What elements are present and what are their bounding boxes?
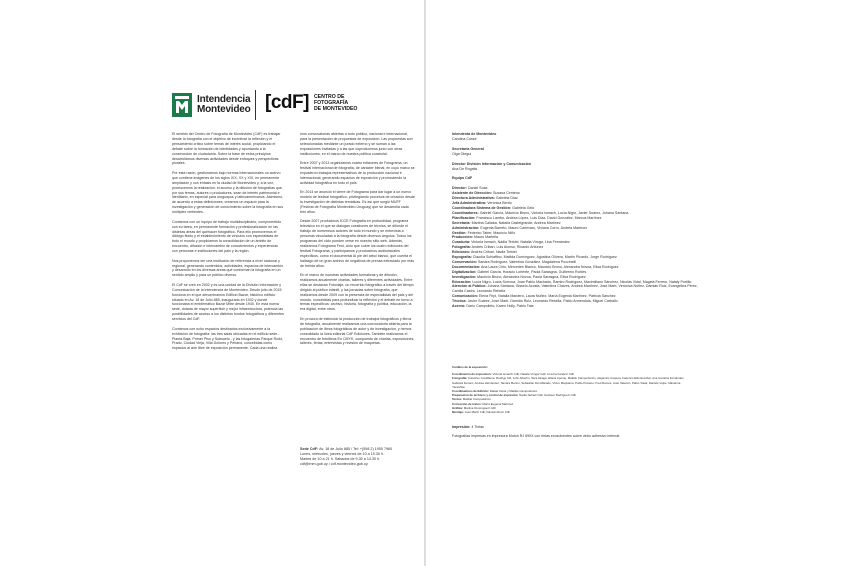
role-names: Francisco Landro, Andrea López, Luis Díaz, David González, Marcos Martínez (476, 215, 602, 220)
role-names: Javier Suárez, José Martí, Damián Ruiz, Leonardo Rebella, Pablo Armendola, Miguel Carballo (467, 299, 618, 304)
role-names: Victoria Ismach, Nadia Terkiel, Natalia Viroga, Lina Fernández (471, 240, 570, 245)
staff-name: Carolina Cosse (452, 136, 477, 141)
role-label: Director: (452, 186, 467, 191)
role-names: Colectivo Covidfame: Rodrigo Kid, John Albertin, Sara Alcaga, Eliana Aponte, Matilde Campodónico, Alejandro Crapera, Federico Ellis Escobar, Ana Carolina Fernández, Gabriela Ferraro, Andrea Hernández, Tamara Merino, Sebastián Del Alfarado, Víctor Marjuama, Pablo Piovano, Fred Ramos, Juan Valentín, Pablo Vilela, Daniele Volpe, Marianna Yaneshka (452, 376, 685, 389)
role-label: Digitalización: (452, 269, 477, 274)
role-label: Planificación: (452, 215, 476, 220)
contact-hours-2: Martes de 10 a 21 h. Sábados de 9.30 a 14.30 h. (300, 457, 381, 461)
role-names: Gabriel García, Horacio Loriente, Paola Sarasgna, Guillermo Robles (477, 269, 587, 274)
intendencia-m-icon (175, 96, 189, 114)
role-names: Sandra Rodríguez, Valentina González, Magdalena Puccinelli (477, 259, 576, 264)
intendencia-line2: Montevideo (197, 104, 251, 115)
role-label: Jefa Administrativa: (452, 201, 487, 206)
role-names: Nadia Terkiel/ CdF, Gustavo Rodríguez/ CdF (519, 393, 577, 398)
cdf-logo (265, 92, 370, 114)
role-names: Elena Firpi, Natalia Mardero, Laura Núñez, María Eugenia Martínez, Patricia Sánchez (478, 294, 616, 299)
role-label: Administración: (452, 225, 480, 230)
paragraph: Por esta razón, gestionamos bajo normas internacionales un acervo que contiene imágenes de los siglos XIX, XX y XXI, en permanente ampliación y con énfasis en la ciudad de Montevideo y, a la vez, promovemos la realización, el acceso y la difusión de fotografías que, por sus temas, autores o productores, sean de interés patrimonial e identitario, en especial para uruguayos y latinoamericanos. Asimismo, de acuerdo a estas definiciones, creamos un espacio para la investigación y generación de conocimiento sobre la fotografía en sus múltiples vertientes. (172, 170, 284, 215)
exhibition-credits (452, 365, 692, 414)
role-label: Acervo: (452, 304, 466, 309)
staff-group-secretaria (452, 147, 702, 157)
paragraph: Nos proponemos ser una institución de referencia a nivel nacional y regional, generando contenidos, actividades, espacios de intercambio y desarrollo en los diversas áreas que conforman la fotografía en un sentido amplio y para un público diverso. (172, 258, 284, 278)
credits-list (452, 372, 692, 414)
paragraph: En procura de estimular la producción de trabajos fotográficos y libros de fotografía, anualmente realizamos una convocatoria abierta para la publicación de libros fotográficos de autor y de investigación, y hemos consolidado la línea editorial CdF Ediciones. También realizamos el encuentro de fotolibros En CMYK, compuesto de charlas, exposiciones, talleres, ferias, entrevistas y revisión de maquetas. (300, 316, 415, 346)
role-names: Federico Taber, Mauricio Niño (467, 230, 516, 235)
role-names: Mauro Martella (473, 235, 498, 240)
cdf-line1: CENTRO DE (313, 94, 345, 100)
contact-label: Sede CdF: (300, 447, 319, 451)
paragraph: Entre 2007 y 2013 organizamos cuatro ediciones de Fotograma, un festival internacional de fotografía, de carácter bienal, en cuyo marco se expusieron trabajos representativos de la producción nacional e internacional, generando espacios de exposición y promoviendo la actividad fotográfica en todo el país. (300, 161, 415, 185)
team-list (452, 186, 702, 309)
role-label: Gráfica: (452, 405, 463, 410)
staff-column (452, 132, 702, 309)
contact-address-value: Av. 18 de Julio 885 / Tel: +(598 2) 1950 7960 (319, 447, 393, 451)
staff-group-intendenta (452, 132, 702, 142)
role-label: Coordinadores: (452, 210, 479, 215)
cdf-logo-mark: [cdF] (265, 92, 309, 113)
list-item (452, 304, 702, 309)
list-item (452, 376, 692, 389)
intendencia-logo-text (197, 95, 251, 115)
role-names: Johana Santana, Gisselo Acosta, Valentina Chaves, Andrea Martínez, José Martí, Verónica Núñez, Damián Ruiz, Evangelina Pérez, Camila Castro, Leonardo Rebella (452, 284, 698, 294)
role-names: María Eugenia Martínez (482, 401, 514, 406)
role-names: Gabriela Gelo (512, 205, 535, 210)
role-label: Gestión: (452, 230, 467, 235)
staff-title: Secretaria General (452, 146, 484, 151)
role-label: Investigación: (452, 274, 477, 279)
role-names: Claudia Schiaffino, Matilda Domínguez, Agustina Olivera, Martín Picardo, Jorge Rodríguez (472, 255, 617, 260)
team-title: Equipo CdF (452, 176, 473, 181)
role-names: Andrés Cribari, Luis Alonso, Ricardo Antúnez (471, 245, 544, 250)
impression-info (452, 425, 692, 443)
paragraph: mos convocatorias abiertas a todo público, nacional e internacional, para la presentación de propuestas de exposición. Las propuestas son seleccionadas mediante un jurado externo y se suman a las exposiciones invitadas y a las que coproducimos junto con otras instituciones, en el marco de nuestra política curatorial. (300, 132, 413, 156)
role-label: Secretaría: (452, 220, 471, 225)
impression-line (452, 425, 692, 430)
role-names: Ana Laura Cirio, Mercedes Blanco, Mauricio Bruno, Alexandra Nóvoa, Elisa Rodríguez (480, 264, 619, 269)
role-names: Eugenia Barreto, Mauro Carlevaro, Viviana Corro, Andrea Martínez (480, 225, 588, 230)
role-names: Matilde Campodónico (462, 397, 491, 402)
staff-title: Director División Información y Comunicación (452, 161, 532, 166)
role-label: Técnica: (452, 299, 467, 304)
role-label: Fotografía: (452, 245, 471, 250)
staff-title: Intendenta de Montevideo (452, 132, 497, 136)
contact-info (300, 447, 418, 467)
impression-value: 4 Tintas (471, 425, 484, 429)
role-label: Curaduría: (452, 240, 471, 245)
role-names: Martina Domínguez/ CdF (463, 405, 497, 410)
impression-note: Fotografías impresas en impresora Mutoh RJ 690X con tintas ecosolventes sobre vinilo adhesivo intercat. (452, 434, 621, 438)
role-names: Martina Callaba, Natalia Castelgrande, Andrea Martínez (471, 220, 561, 225)
role-label: Atención al Público: (452, 284, 487, 289)
staff-name: Ana De Rogatis (452, 166, 478, 171)
cdf-line3: DE MONTEVIDEO (313, 106, 358, 112)
staff-group-director (452, 162, 702, 172)
logo-divider (255, 90, 256, 120)
list-item (452, 410, 692, 414)
role-names: Andrés Cribari, Nadia Terkiel (471, 250, 517, 255)
intendencia-logo-icon (172, 93, 192, 117)
role-label: Educación: (452, 279, 472, 284)
paragraph: El sentido del Centro de Fotografía de Montevideo (CdF) es trabajar desde la fotografía con el objetivo de incentivar la reflexión y el pensamiento crítico sobre temas de interés social, propiciando el debate sobre la formación de identidades y apuntando a la construcción de ciudadanía. Sobre la base de estos principios desarrollamos diversas actividades desde enfoques y perspectivas plurales. (172, 132, 281, 166)
role-names: Daniel Sosa (467, 186, 488, 191)
paragraph: Desde 2007 producimos fCCE Fotografía en profundidad, programa televisivo en el que se dialogan cuestiones de técnica, se difunde el trabajo de numerosos autores de todo el mundo y se entrevista a personas vinculadas a la fotografía desde diversos ángulos. Todos los programas del ciclo pueden verse en nuestro sitio web. Además, realizamos Fotograma Fest, ciclo que cubre los cuatro ediciones del festival Fotograma, y participamos y producimos audiovisuales específicos, como el documental Al pie del árbol blanco, que cuenta el hallazgo de un gran archivo de negativos de prensa extraviado por más de treinta años. (300, 219, 415, 268)
role-label: Coordinación de exposición: (452, 372, 492, 377)
cdf-line2: FOTOGRAFÍA (313, 100, 349, 106)
text-column-2 (300, 132, 415, 351)
paragraph: En el marco de nuestras actividades formativas y de difusión, realizamos anualmente charlas, talleres y diferentes actividades. Entre ellas se destacan Fotoviaje, un recorrido fotográfico a través del tiempo dirigido al público infantil, y las jornadas sobre fotografía, que realizamos desde 2009 con la presencia de especialistas del país y del mundo, concebidas para profundizar la reflexión y el debate en torno a temas específicos: archivo, historia, fotografía y política, educación, la era digital, entre otros. (300, 273, 414, 312)
list-item (452, 284, 702, 294)
text-column-1 (172, 132, 284, 356)
role-label: Preparación de archivos y control de impresión: (452, 393, 519, 398)
staff-name: Olga Otegui (452, 151, 472, 156)
team-title-group (452, 176, 702, 181)
role-label: Corrección de textos: (452, 401, 482, 406)
role-names: Gabriel García, Mauricio Bruno, Victoria Ismach, Lucía Nigro, Javier Suárez, Johana Santana (479, 210, 629, 215)
role-names: Victoria Ismach/ CdF, Natalia Viroga/ CdF, Lina Fernández/ CdF (492, 372, 575, 377)
paragraph: Contamos con ocho espacios destinados exclusivamente a la exhibición de fotografía: las tres salas ubicadas en el edificio sede - Planta Baja, Primer Piso y Subsuelo - y las fotogalerías Parque Rodó, Prado, Ciudad Vieja, Villa Dolores y Peñarol, concebidas como espacios al aire libre de exposición permanente. Cada una realiza (172, 326, 284, 351)
role-label: Textos: (452, 397, 463, 402)
role-names: Darío Campolieto, Karen Holly, Pablo Tate (466, 304, 534, 309)
role-names: Gabriela Díaz (495, 196, 518, 201)
paragraph: En 2014 se anunció el cierre de Fotograma para dar lugar a un nuevo modelo de festival fotográfico, privilegiando procesos de creación desde la investigación de distintas temáticas. Es así que surgió MUFF (Festival de Fotografía Montevideo Uruguay) que se desarrolla cada tres años. (300, 190, 415, 214)
paragraph: Contamos con un equipo de trabajo multidisciplinario, comprometido con su tarea, en permanente formación y profesionalización en las distintas áreas del quehacer fotográfico. Para ello promovemos el diálogo fluido y el establecimiento de vínculos con especialistas de todo el mundo y propiciamos la consolidación de un ámbito de encuentro, difusión e intercambio de conocimientos y experiencias con personas e instituciones del país y la región. (172, 219, 282, 254)
role-label: Conservación: (452, 259, 477, 264)
role-label: Ediciones: (452, 250, 471, 255)
cdf-logo-text (314, 94, 370, 112)
intendencia-logo (172, 93, 251, 117)
contact-email-web: cdf@imm.gub.uy / cdf.montevideo.gub.uy (300, 462, 368, 466)
role-label: Asistente de Dirección: (452, 191, 492, 196)
role-names: Susana Centeno (492, 191, 520, 196)
intendencia-line1: Intendencia (197, 94, 251, 105)
role-names: Verónica Berrio (487, 201, 512, 206)
role-names: Lucía Nigro, Lucía Surroca, Juan Pablo Machado, Ramiro Rodríguez, Maximiliano Sánchez, Nicolás Vidal, Magela Ferrero, Nataly Portillo (472, 279, 692, 284)
role-label: Producción: (452, 235, 473, 240)
role-names: Mauricio Bruno, Alexandra Nóvoa, Paola Sarasgna, Elisa Rodríguez (477, 274, 586, 279)
role-label: Coordinadora Sistema de Gestión: (452, 205, 512, 210)
credits-title: Créditos de la exposición: (452, 365, 488, 369)
role-label: Directora Administrativa: (452, 196, 495, 201)
role-label: Fotografía: (452, 376, 468, 381)
role-label: Comunicación: (452, 294, 478, 299)
role-names: José Martí/ CdF, Damián Ruiz/ CdF (464, 410, 511, 415)
role-names: Rafael Vieira y Matilde Campodónico (489, 389, 538, 394)
impression-label: Impresión: (452, 425, 471, 429)
role-label: Documentación: (452, 264, 481, 269)
role-label: Espografía: (452, 255, 472, 260)
contact-hours-1: Lunes, miércoles, jueves y viernes de 10 a 19.30 h. (300, 452, 385, 456)
role-label: Coordinadores de Edición: (452, 389, 489, 394)
role-label: Montaje: (452, 410, 464, 415)
paragraph: El CdF se creó en 2002 y es una unidad de la División Información y Comunicación de la Intendencia de Montevideo. Desde julio de 2015 funciona en el que denominamos Edificio Bazar, histórico edificio situado en Av. 18 de Julio 885, inaugurado en 1932 y donde funcionaba el emblemático Bazar Mitre desde 1940. En esta nueva sede, dotada de mayor superficie y mejor infraestructura, potencia las posibilidades de acceso a los distintos fondos fotográficos y diferentes servicios del CdF. (172, 282, 284, 322)
